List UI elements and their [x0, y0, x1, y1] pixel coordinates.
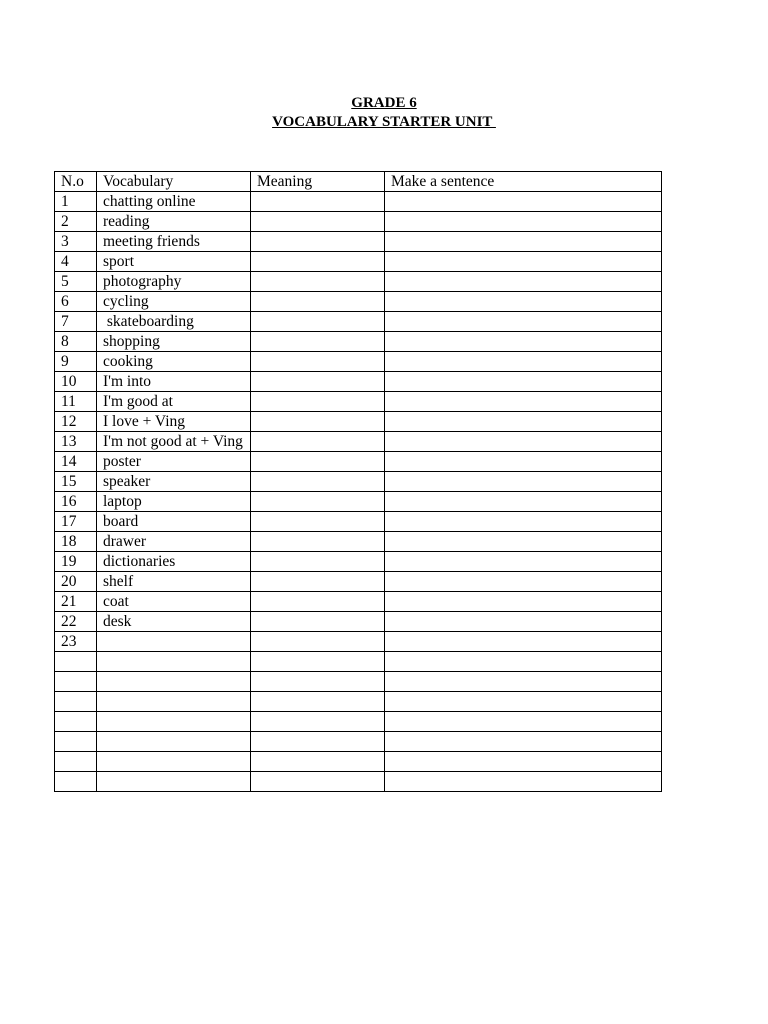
meaning-cell	[251, 752, 385, 772]
meaning-cell	[251, 452, 385, 472]
meaning-cell	[251, 732, 385, 752]
sentence-cell	[385, 732, 662, 752]
sentence-cell	[385, 672, 662, 692]
meaning-cell	[251, 292, 385, 312]
row-number-cell: 5	[55, 272, 97, 292]
meaning-cell	[251, 252, 385, 272]
vocabulary-cell: I'm good at	[97, 392, 251, 412]
vocabulary-cell: laptop	[97, 492, 251, 512]
sentence-cell	[385, 492, 662, 512]
meaning-cell	[251, 592, 385, 612]
vocabulary-cell: I'm into	[97, 372, 251, 392]
sentence-cell	[385, 532, 662, 552]
header-meaning: Meaning	[251, 172, 385, 192]
vocabulary-cell: speaker	[97, 472, 251, 492]
table-header-row	[55, 172, 662, 192]
vocabulary-cell: cycling	[97, 292, 251, 312]
row-number-cell	[55, 752, 97, 772]
vocabulary-cell: desk	[97, 612, 251, 632]
document-title-unit: VOCABULARY STARTER UNIT	[272, 114, 496, 130]
table-row	[55, 412, 662, 432]
sentence-cell	[385, 412, 662, 432]
sentence-cell	[385, 312, 662, 332]
meaning-cell	[251, 372, 385, 392]
table-row	[55, 592, 662, 612]
table-row	[55, 392, 662, 412]
table-row	[55, 532, 662, 552]
sentence-cell	[385, 612, 662, 632]
table-row	[55, 252, 662, 272]
row-number-cell: 6	[55, 292, 97, 312]
vocabulary-cell: I'm not good at + Ving	[97, 432, 251, 452]
meaning-cell	[251, 632, 385, 652]
table-row	[55, 432, 662, 452]
table-row	[55, 272, 662, 292]
vocabulary-table-body	[55, 172, 662, 792]
row-number-cell: 8	[55, 332, 97, 352]
row-number-cell: 11	[55, 392, 97, 412]
sentence-cell	[385, 452, 662, 472]
table-row	[55, 212, 662, 232]
vocabulary-cell: dictionaries	[97, 552, 251, 572]
vocabulary-cell: chatting online	[97, 192, 251, 212]
vocabulary-cell: photography	[97, 272, 251, 292]
sentence-cell	[385, 572, 662, 592]
table-row	[55, 312, 662, 332]
row-number-cell: 1	[55, 192, 97, 212]
sentence-cell	[385, 332, 662, 352]
table-row	[55, 772, 662, 792]
row-number-cell: 7	[55, 312, 97, 332]
sentence-cell	[385, 232, 662, 252]
meaning-cell	[251, 332, 385, 352]
table-row	[55, 372, 662, 392]
vocabulary-cell: I love + Ving	[97, 412, 251, 432]
sentence-cell	[385, 272, 662, 292]
row-number-cell: 19	[55, 552, 97, 572]
row-number-cell: 17	[55, 512, 97, 532]
row-number-cell: 18	[55, 532, 97, 552]
table-row	[55, 612, 662, 632]
row-number-cell	[55, 652, 97, 672]
meaning-cell	[251, 552, 385, 572]
row-number-cell: 4	[55, 252, 97, 272]
sentence-cell	[385, 292, 662, 312]
row-number-cell: 15	[55, 472, 97, 492]
table-row	[55, 672, 662, 692]
row-number-cell	[55, 772, 97, 792]
row-number-cell: 14	[55, 452, 97, 472]
table-row	[55, 472, 662, 492]
sentence-cell	[385, 692, 662, 712]
vocabulary-cell: meeting friends	[97, 232, 251, 252]
meaning-cell	[251, 712, 385, 732]
sentence-cell	[385, 592, 662, 612]
meaning-cell	[251, 312, 385, 332]
vocabulary-cell	[97, 632, 251, 652]
sentence-cell	[385, 632, 662, 652]
vocabulary-cell: board	[97, 512, 251, 532]
row-number-cell: 12	[55, 412, 97, 432]
meaning-cell	[251, 472, 385, 492]
sentence-cell	[385, 432, 662, 452]
table-row	[55, 232, 662, 252]
meaning-cell	[251, 612, 385, 632]
vocabulary-cell: coat	[97, 592, 251, 612]
vocabulary-cell: cooking	[97, 352, 251, 372]
vocabulary-cell	[97, 732, 251, 752]
table-row	[55, 632, 662, 652]
sentence-cell	[385, 392, 662, 412]
vocabulary-cell: skateboarding	[97, 312, 251, 332]
row-number-cell: 3	[55, 232, 97, 252]
vocabulary-cell: reading	[97, 212, 251, 232]
meaning-cell	[251, 512, 385, 532]
table-row	[55, 192, 662, 212]
header-make-a-sentence: Make a sentence	[385, 172, 662, 192]
sentence-cell	[385, 252, 662, 272]
header-vocabulary: Vocabulary	[97, 172, 251, 192]
table-row	[55, 352, 662, 372]
meaning-cell	[251, 392, 385, 412]
row-number-cell	[55, 732, 97, 752]
sentence-cell	[385, 752, 662, 772]
vocabulary-cell: sport	[97, 252, 251, 272]
meaning-cell	[251, 492, 385, 512]
meaning-cell	[251, 352, 385, 372]
sentence-cell	[385, 512, 662, 532]
table-row	[55, 552, 662, 572]
table-row	[55, 712, 662, 732]
row-number-cell	[55, 712, 97, 732]
table-row	[55, 332, 662, 352]
row-number-cell: 20	[55, 572, 97, 592]
sentence-cell	[385, 212, 662, 232]
vocabulary-cell	[97, 692, 251, 712]
meaning-cell	[251, 412, 385, 432]
row-number-cell: 23	[55, 632, 97, 652]
row-number-cell: 22	[55, 612, 97, 632]
vocabulary-cell	[97, 772, 251, 792]
table-row	[55, 512, 662, 532]
table-row	[55, 652, 662, 672]
table-row	[55, 452, 662, 472]
table-row	[55, 292, 662, 312]
table-row	[55, 732, 662, 752]
row-number-cell: 2	[55, 212, 97, 232]
meaning-cell	[251, 692, 385, 712]
vocabulary-cell: shopping	[97, 332, 251, 352]
row-number-cell	[55, 692, 97, 712]
row-number-cell: 13	[55, 432, 97, 452]
vocabulary-cell: poster	[97, 452, 251, 472]
meaning-cell	[251, 532, 385, 552]
vocabulary-cell: shelf	[97, 572, 251, 592]
vocabulary-table	[54, 171, 662, 792]
meaning-cell	[251, 572, 385, 592]
table-row	[55, 752, 662, 772]
meaning-cell	[251, 772, 385, 792]
meaning-cell	[251, 652, 385, 672]
meaning-cell	[251, 432, 385, 452]
row-number-cell: 21	[55, 592, 97, 612]
row-number-cell: 10	[55, 372, 97, 392]
meaning-cell	[251, 672, 385, 692]
meaning-cell	[251, 272, 385, 292]
row-number-cell: 9	[55, 352, 97, 372]
row-number-cell: 16	[55, 492, 97, 512]
sentence-cell	[385, 712, 662, 732]
sentence-cell	[385, 192, 662, 212]
meaning-cell	[251, 212, 385, 232]
meaning-cell	[251, 232, 385, 252]
sentence-cell	[385, 652, 662, 672]
row-number-cell	[55, 672, 97, 692]
table-row	[55, 492, 662, 512]
vocabulary-cell	[97, 752, 251, 772]
table-row	[55, 692, 662, 712]
vocabulary-cell	[97, 712, 251, 732]
table-row	[55, 572, 662, 592]
sentence-cell	[385, 772, 662, 792]
sentence-cell	[385, 472, 662, 492]
vocabulary-cell: drawer	[97, 532, 251, 552]
document-title-grade: GRADE 6	[351, 95, 417, 111]
header-number: N.o	[55, 172, 97, 192]
vocabulary-cell	[97, 672, 251, 692]
sentence-cell	[385, 352, 662, 372]
sentence-cell	[385, 372, 662, 392]
vocabulary-cell	[97, 652, 251, 672]
meaning-cell	[251, 192, 385, 212]
sentence-cell	[385, 552, 662, 572]
